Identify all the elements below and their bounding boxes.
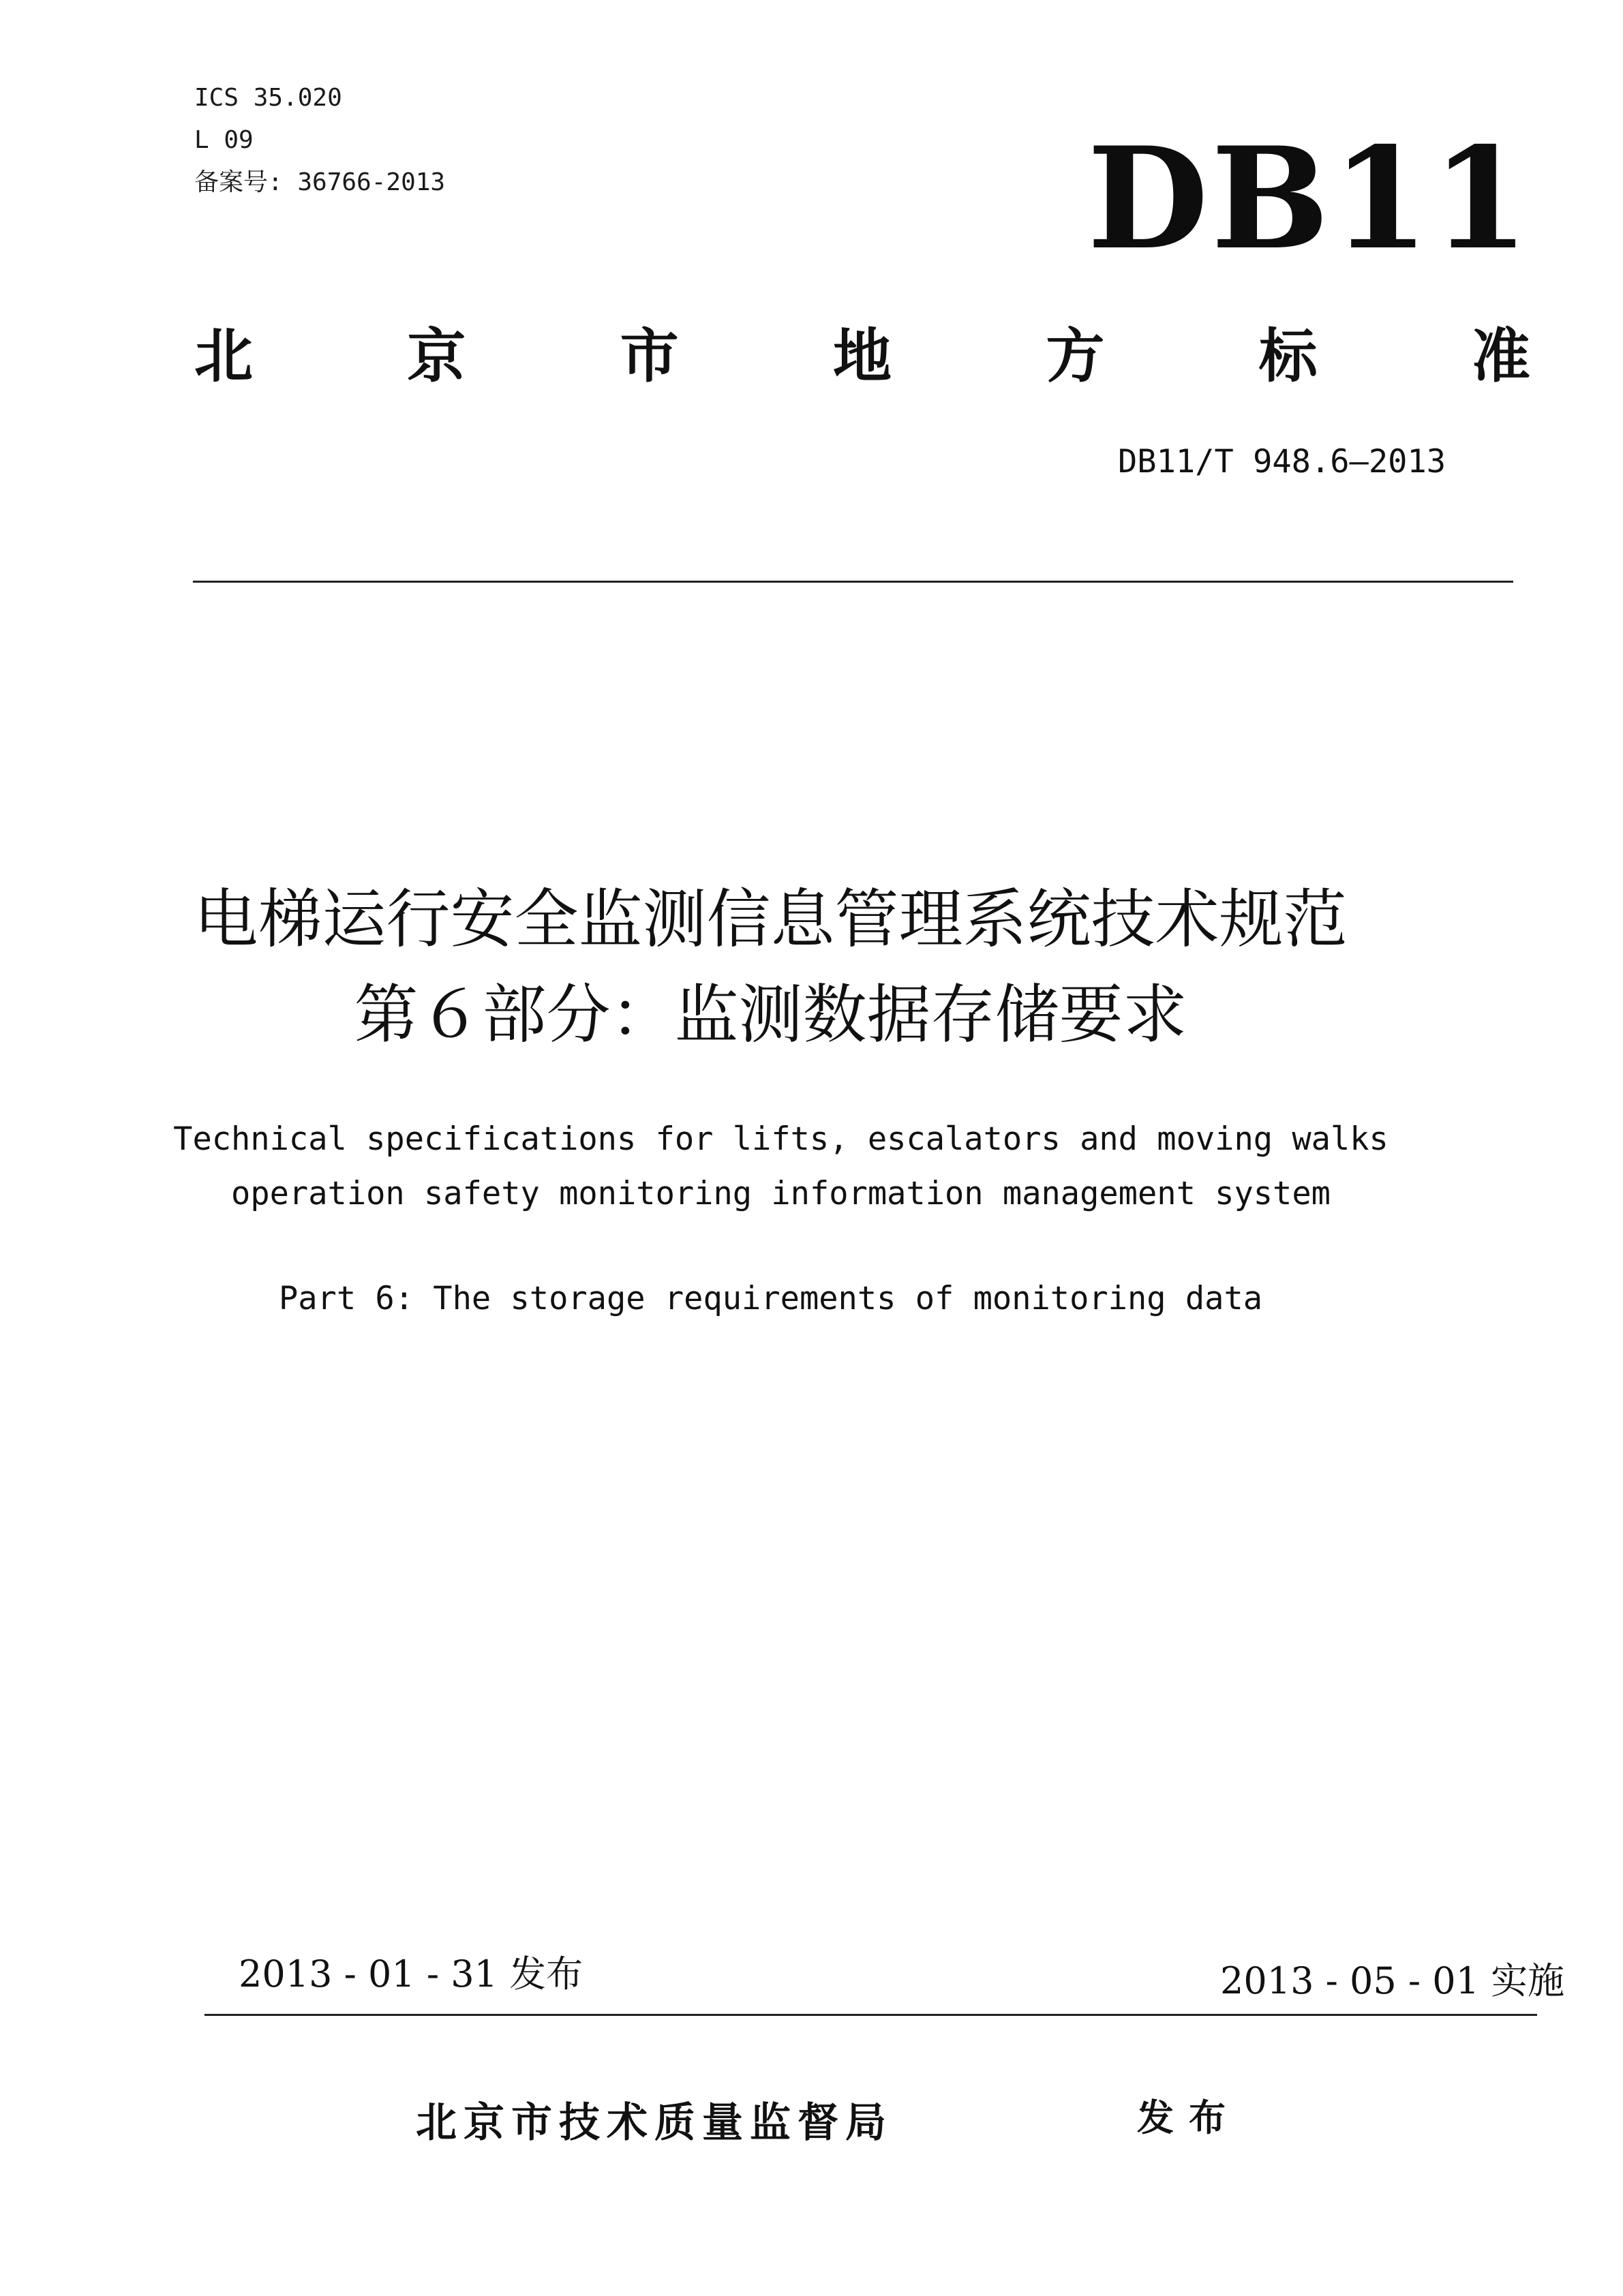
standard-type-heading [194, 319, 1530, 394]
ccs-code: L 09 [194, 126, 254, 154]
bottom-divider [204, 2014, 1537, 2016]
issue-date: 2013 - 01 - 31 发布 [239, 1953, 583, 1995]
issue-label: 发布 [1137, 2096, 1241, 2139]
implementation-date: 2013 - 05 - 01 实施 [1220, 1959, 1565, 2002]
standard-number: DB11/T 948.6—2013 [1118, 443, 1446, 480]
title-en-line1: Technical specifications for lifts, escalators and moving walks [173, 1120, 1389, 1158]
db11-logo: DB11 [1087, 117, 1532, 281]
top-divider [193, 581, 1513, 583]
standard-type-char: 准 [1471, 322, 1530, 391]
standard-type-char: 方 [1046, 322, 1105, 391]
standard-type-char: 标 [1258, 322, 1318, 391]
title-cn-line1: 电梯运行安全监测信息管理系统技术规范 [194, 883, 1348, 957]
ics-code: ICS 35.020 [194, 84, 342, 112]
standard-type-char: 地 [832, 322, 892, 391]
issuing-authority: 北京市技术质量监督局 [416, 2099, 893, 2147]
record-number: 备案号: 36766-2013 [194, 168, 446, 196]
title-en-part: Part 6: The storage requirements of monitoring data [278, 1280, 1263, 1317]
title-cn-line2: 第６部分：监测数据存储要求 [354, 978, 1187, 1052]
standard-type-char: 市 [620, 322, 679, 391]
standard-type-char: 京 [407, 322, 466, 391]
standard-type-char: 北 [194, 322, 253, 391]
title-en-line2: operation safety monitoring information management system [231, 1175, 1331, 1212]
